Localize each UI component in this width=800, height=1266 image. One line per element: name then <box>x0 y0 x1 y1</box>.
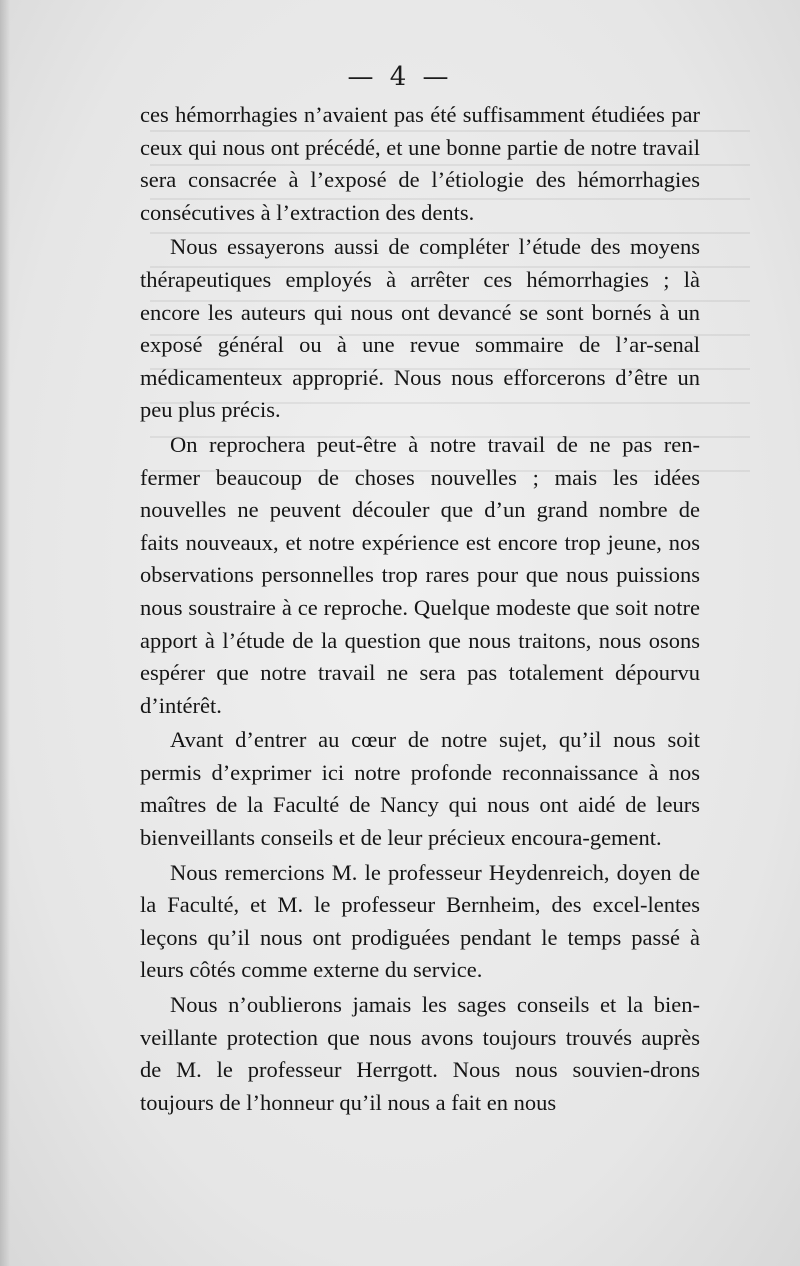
paragraph-3: On reprochera peut-être à notre travail de ne pas ren-fermer beaucoup de choses nouvelles ; mais les idées nouvelles ne peuvent découler que d’un grand nombre de faits nouveaux, et notre expérience est encore trop jeune, nos observations personnelles trop rares pour que nous puissions nous soustraire à ce reproche. Quelque modeste que soit notre apport à l’étude de la question que nous traitons, nous osons espérer que notre travail ne sera pas totalement dépourvu d’intérêt. <box>140 431 700 718</box>
body-text <box>140 99 700 1119</box>
page-number: — 4 — <box>347 62 453 92</box>
paragraph-5: Nous remercions M. le professeur Heydenreich, doyen de la Faculté, et M. le professeur Bernheim, des excel-lentes leçons qu’il nous ont prodiguées pendant le temps passé à leurs côtés comme externe du service. <box>140 859 700 983</box>
paragraph-1: ces hémorrhagies n’avaient pas été suffisamment étudiées par ceux qui nous ont précédé, et une bonne partie de notre travail sera consacrée à l’exposé de l’étiologie des hémorrhagies consécutives à l’extraction des dents. <box>140 102 700 225</box>
paragraph-2: Nous essayerons aussi de compléter l’étude des moyens thérapeutiques employés à arrêter ces hémorrhagies ; là encore les auteurs qui nous ont devancé se sont bornés à un exposé général ou à une revue sommaire de l’ar-senal médicamenteux approprié. Nous nous efforcerons d’être un peu plus précis. <box>140 234 700 423</box>
page-edge-shadow <box>0 0 10 1266</box>
paragraph-6: Nous n’oublierons jamais les sages conseils et la bien-veillante protection que nous avons toujours trouvés auprès de M. le professeur Herrgott. Nous nous souvien-drons toujours de l’honneur qu’il nous a fait en nous <box>140 992 700 1115</box>
paragraph-4: Avant d’entrer au cœur de notre sujet, qu’il nous soit permis d’exprimer ici notre profonde reconnaissance à nos maîtres de la Faculté de Nancy qui nous ont aidé de leurs bienveillants conseils et de leur précieux encoura-gement. <box>140 727 700 851</box>
